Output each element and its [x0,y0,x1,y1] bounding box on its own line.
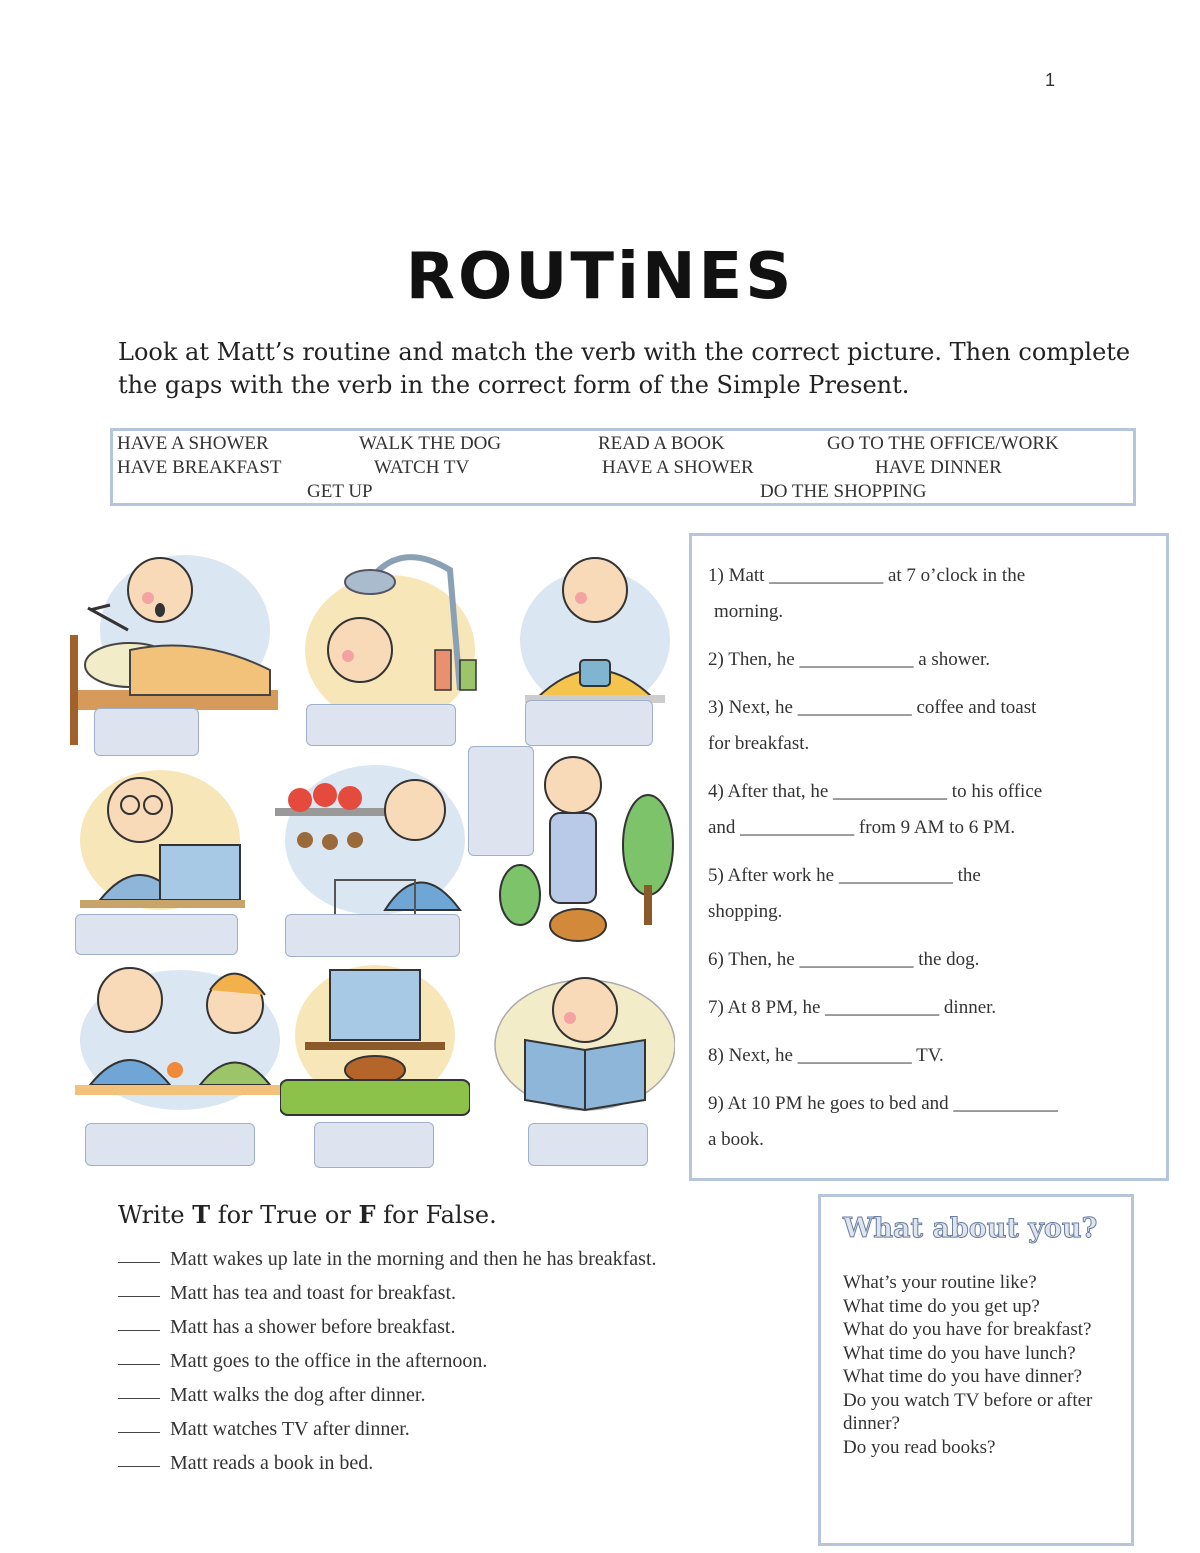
sentence-line: 7) At 8 PM, he ____________ dinner. [708,997,997,1018]
about-question: What time do you have lunch? [843,1342,1076,1364]
word-bank [110,428,1136,506]
about-question: What time do you get up? [843,1295,1040,1317]
true-false-item [118,1452,373,1475]
picture-answer-box[interactable] [94,708,199,756]
what-about-you-title: What about you? [843,1213,1098,1244]
sentence-line: 3) Next, he ____________ coffee and toast [708,697,1037,718]
watching-tv-icon [280,960,470,1120]
true-false-heading [118,1200,497,1229]
sentence-line: 4) After that, he ____________ to his office [708,781,1043,802]
sentence-line: morning. [714,601,784,622]
true-false-item [118,1248,657,1271]
dinner-icon [75,960,290,1120]
office-work-icon [75,760,250,920]
heading-text: for True or [210,1201,359,1229]
sentence-line: 6) Then, he ____________ the dog. [708,949,980,970]
statement-text: Matt has tea and toast for breakfast. [170,1282,457,1304]
reading-in-bed-icon [490,970,675,1120]
picture-office [75,760,250,920]
sentence-line: for breakfast. [708,733,810,754]
picture-dinner [75,960,290,1120]
sentence-6 [708,942,1158,978]
statement-text: Matt goes to the office in the afternoon. [170,1350,488,1372]
picture-answer-box[interactable] [525,700,653,746]
about-question: What’s your routine like? [843,1272,1037,1293]
word-bank-item: GO TO THE OFFICE/WORK [827,433,1059,454]
heading-text: for False. [375,1201,497,1229]
heading-false-letter: F [358,1200,376,1229]
about-questions [843,1271,1128,1459]
sentence-8 [708,1038,1158,1074]
answer-blank[interactable] [118,1432,160,1433]
statement-text: Matt wakes up late in the morning and then he has breakfast. [170,1248,657,1270]
word-bank-item: GET UP [307,481,373,502]
word-bank-item: WATCH TV [374,457,470,478]
about-question: Do you read books? [843,1436,996,1458]
picture-watch-tv [280,960,470,1120]
true-false-item [118,1282,456,1305]
sentence-line: 8) Next, he ____________ TV. [708,1045,944,1066]
answer-blank[interactable] [118,1364,160,1365]
sentence-line: 9) At 10 PM he goes to bed and ___________ [708,1093,1058,1114]
answer-blank[interactable] [118,1296,160,1297]
word-bank-item: HAVE DINNER [875,457,1002,478]
what-about-you-box [818,1194,1134,1546]
page-title: ROUTiNES [405,240,795,314]
about-question: What do you have for breakfast? [843,1319,1092,1340]
picture-grid [60,530,685,1180]
sentences-box [689,533,1169,1181]
true-false-item [118,1316,455,1339]
statement-text: Matt reads a book in bed. [170,1452,374,1474]
walking-dog-icon [498,745,678,960]
picture-answer-box[interactable] [314,1122,434,1168]
picture-walk-dog [498,745,678,960]
sentence-1 [708,558,1158,630]
word-bank-item: HAVE BREAKFAST [117,457,282,478]
picture-answer-box[interactable] [85,1123,255,1166]
sentence-3 [708,690,1158,762]
sentence-line: shopping. [708,901,783,922]
about-question: What time do you have dinner? [843,1366,1083,1387]
sentence-4 [708,774,1158,846]
instructions: Look at Matt’s routine and match the verb with the correct picture. Then complete the gaps with the verb in the correct form of the Simple Present. [118,338,1131,399]
answer-blank[interactable] [118,1262,160,1263]
picture-reading [490,970,675,1120]
picture-answer-box[interactable] [75,914,238,955]
statement-text: Matt walks the dog after dinner. [170,1384,426,1406]
picture-answer-box[interactable] [285,914,460,957]
heading-true-letter: T [192,1200,211,1229]
word-bank-item: WALK THE DOG [359,433,502,454]
picture-answer-box[interactable] [528,1123,648,1166]
answer-blank[interactable] [118,1330,160,1331]
picture-shopping [275,760,465,920]
word-bank-item: HAVE A SHOWER [602,457,754,478]
sentence-line: 2) Then, he ____________ a shower. [708,649,990,670]
answer-blank[interactable] [118,1398,160,1399]
heading-text: Write [118,1201,193,1229]
statement-text: Matt has a shower before breakfast. [170,1316,456,1338]
about-question: Do you watch TV before or after dinner? [843,1389,1093,1434]
true-false-item [118,1384,426,1407]
sentence-9 [708,1086,1158,1158]
picture-answer-box[interactable] [306,704,456,746]
sentence-7 [708,990,1158,1026]
true-false-item [118,1350,487,1373]
sentence-line: 1) Matt ____________ at 7 o’clock in the [708,565,1026,586]
answer-blank[interactable] [118,1466,160,1467]
true-false-item [118,1418,410,1441]
shopping-groceries-icon [275,760,465,920]
sentence-line: a book. [708,1129,764,1150]
sentence-line: and ____________ from 9 AM to 6 PM. [708,817,1016,838]
sentence-5 [708,858,1158,930]
word-bank-item: READ A BOOK [598,433,725,454]
sentence-2 [708,642,1158,678]
sentence-line: 5) After work he ____________ the [708,865,981,886]
page-number: 1 [1045,70,1056,90]
word-bank-item: HAVE A SHOWER [117,433,269,454]
word-bank-item: DO THE SHOPPING [760,481,927,502]
statement-text: Matt watches TV after dinner. [170,1418,410,1440]
